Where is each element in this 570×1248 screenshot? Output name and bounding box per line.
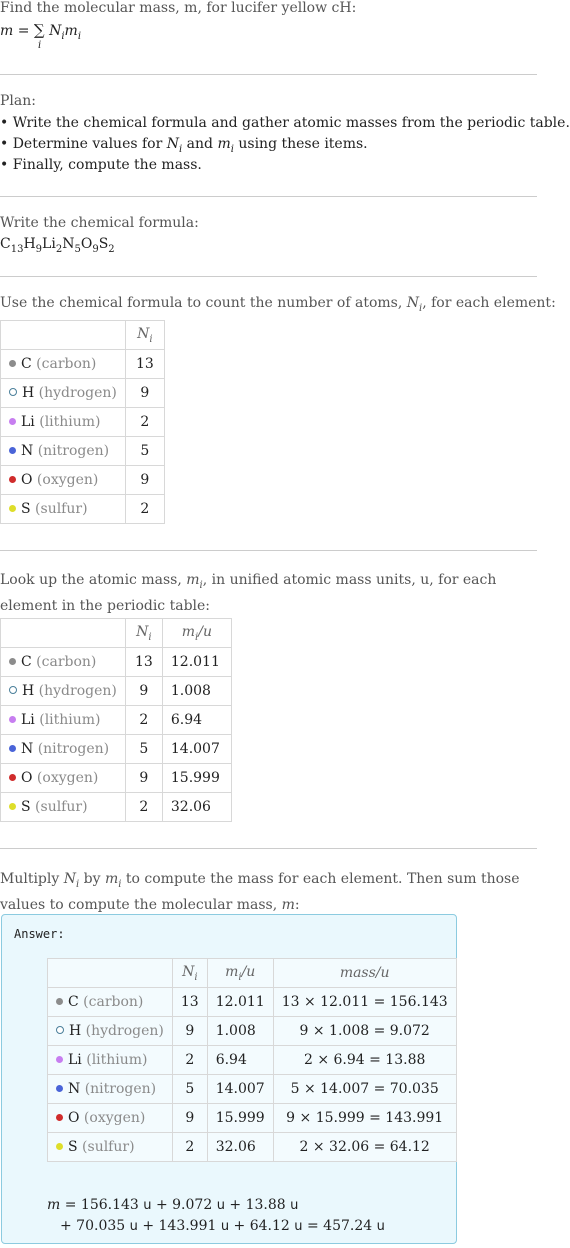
atom-count-cell: 2 [172,1046,207,1075]
table-row [1,466,165,495]
atom-count-cell: 13 [125,350,164,379]
divider [0,276,537,277]
table-row [1,350,165,379]
result-line-1: m = 156.143 u + 9.072 u + 13.88 u [47,1197,299,1213]
element-symbol: C [21,356,32,372]
element-name: (sulfur) [77,1139,135,1155]
element-cell [48,1017,173,1046]
element-cell [1,793,126,822]
formula-element: H [23,236,36,252]
formula-element: C [0,236,11,252]
formula-count: 2 [108,243,115,255]
atomic-mass-cell: 15.999 [207,1104,273,1133]
formula-element: S [98,236,109,252]
element-color-dot-icon [9,447,16,454]
element-name: (lithium) [34,712,101,728]
table-row [48,988,457,1017]
plan-item-1: • Write the chemical formula and gather atomic masses from the periodic table. [0,115,570,131]
element-color-dot-icon [9,716,16,723]
element-symbol: C [68,994,79,1010]
mass-cell: 9 × 1.008 = 9.072 [273,1017,456,1046]
atom-count-cell: 9 [125,677,162,706]
atom-count-cell: 5 [172,1075,207,1104]
element-name: (hydrogen) [34,683,117,699]
element-symbol: H [22,385,35,401]
divider [0,848,537,849]
formula-count: 9 [35,243,43,255]
atom-count-cell: 9 [125,764,162,793]
element-name: (oxygen) [32,472,99,488]
atom-count-cell: 9 [125,379,164,408]
atom-count-cell: 9 [172,1104,207,1133]
element-name: (nitrogen) [33,443,110,459]
table-row [1,706,232,735]
atomic-mass-cell: 14.007 [207,1075,273,1104]
element-symbol: H [69,1023,82,1039]
element-name: (lithium) [34,414,101,430]
atomic-mass-cell: 32.06 [162,793,231,822]
table-row [1,735,232,764]
table-row [1,495,165,524]
count-title: Use the chemical formula to count the number of atoms, $N_i$, for each element: [0,295,556,314]
element-color-dot-icon [56,1056,63,1063]
element-cell [48,988,173,1017]
plan-item-2: • Determine values for $N_i$ and $m_i$ using these items. [0,136,368,155]
table-row [48,1017,457,1046]
atomic-mass-cell: 12.011 [207,988,273,1017]
element-symbol: O [68,1110,80,1126]
element-cell [48,1075,173,1104]
lookup-table: $N_i$ $m_i/u$ C (carbon) 13 12.011 H (hydrogen) 9 1.008 Li (lithium) 2 6.94 N (nitrogen) 5 14.007 O (oxygen) 9 15.999 S (sulfur) 2 32.06 [0,618,232,822]
atom-count-cell: 2 [172,1133,207,1162]
element-color-dot-icon [9,774,16,781]
element-symbol: Li [21,712,35,728]
table-row [1,648,232,677]
formula-count: 5 [74,243,81,255]
element-color-dot-icon [56,1026,64,1034]
element-color-dot-icon [9,476,16,483]
table-row [1,379,165,408]
table-row [48,1046,457,1075]
table-row [1,437,165,466]
element-color-dot-icon [56,1114,63,1121]
element-cell [1,408,126,437]
plan-title: Plan: [0,93,36,109]
divider [0,550,537,551]
mass-cell: 2 × 32.06 = 64.12 [273,1133,456,1162]
element-symbol: O [21,770,33,786]
element-color-dot-icon [9,803,16,810]
table-row [1,793,232,822]
element-symbol: Li [68,1052,82,1068]
element-name: (oxygen) [79,1110,146,1126]
element-cell [1,648,126,677]
atom-count-cell: 2 [125,793,162,822]
chemical-formula [0,234,115,260]
plan-item-3: • Finally, compute the mass. [0,157,202,173]
atomic-mass-cell: 12.011 [162,648,231,677]
element-color-dot-icon [9,686,17,694]
element-cell [1,466,126,495]
answer-table: $N_i$ $m_i/u$ mass/u C (carbon) 13 12.011 13 × 12.011 = 156.143 H (hydrogen) 9 1.008 9 × 1.008 = 9.072 Li (lithium) 2 6.94 2 × 6.94 = 13.88 N (nitrogen) 5 14.007 5 × 14.007 = 70.035 O (oxygen) 9 15.999 9 × 15.999 = 143.991 S (sulfur) 2 32.06 2 × 32.06 = 64.12 [47,958,457,1162]
atomic-mass-cell: 14.007 [162,735,231,764]
atomic-mass-cell: 32.06 [207,1133,273,1162]
atom-count-cell: 9 [125,466,164,495]
element-name: (nitrogen) [80,1081,157,1097]
intro-formula: m = ∑ $N_im_i$ [0,21,82,42]
formula-element: N [62,236,75,252]
formula-title: Write the chemical formula: [0,215,199,231]
element-cell [48,1133,173,1162]
table-row [1,408,165,437]
table-row [1,677,232,706]
table-row [48,1104,457,1133]
element-color-dot-icon [56,998,63,1005]
formula-element: O [80,236,93,252]
element-name: (hydrogen) [34,385,117,401]
formula-count: 13 [10,243,24,255]
element-cell [1,379,126,408]
element-symbol: O [21,472,33,488]
sum-index: i [38,40,42,51]
result-line-2: + 70.035 u + 143.991 u + 64.12 u = 457.24 u [60,1218,385,1234]
element-name: (sulfur) [30,501,88,517]
mass-cell: 2 × 6.94 = 13.88 [273,1046,456,1075]
element-symbol: S [68,1139,78,1155]
element-symbol: Li [21,414,35,430]
lookup-title: Look up the atomic mass, $m_i$, in unified atomic mass units, u, for each element in the periodic table: [0,572,497,614]
formula-element: Li [42,236,56,252]
element-cell [1,350,126,379]
element-color-dot-icon [9,745,16,752]
answer-box [1,914,457,1244]
element-cell [1,706,126,735]
element-symbol: N [21,741,34,757]
element-color-dot-icon [56,1143,63,1150]
element-color-dot-icon [9,360,16,367]
element-cell [1,437,126,466]
intro-text: Find the molecular mass, m, for lucifer yellow cH: [0,0,357,16]
mass-cell: 9 × 15.999 = 143.991 [273,1104,456,1133]
element-name: (carbon) [31,356,97,372]
atom-count-cell: 13 [172,988,207,1017]
element-cell [48,1104,173,1133]
element-name: (sulfur) [30,799,88,815]
element-symbol: N [21,443,34,459]
count-table: $N_i$ C (carbon) 13 H (hydrogen) 9 Li (lithium) 2 N (nitrogen) 5 O (oxygen) 9 S (sulfur) 2 [0,320,165,524]
atom-count-cell: 2 [125,495,164,524]
element-name: (carbon) [78,994,144,1010]
element-symbol: S [21,799,31,815]
element-symbol: N [68,1081,81,1097]
mass-cell: 5 × 14.007 = 70.035 [273,1075,456,1104]
divider [0,74,537,75]
formula-count: 2 [55,243,63,255]
element-cell [1,735,126,764]
formula-count: 9 [92,243,99,255]
element-name: (lithium) [81,1052,148,1068]
atom-count-cell: 2 [125,706,162,735]
answer-label: Answer: [14,927,65,941]
table-row [48,1075,457,1104]
element-cell [1,677,126,706]
element-symbol: H [22,683,35,699]
atom-count-cell: 2 [125,408,164,437]
atom-count-cell: 9 [172,1017,207,1046]
element-cell [1,764,126,793]
atom-count-cell: 13 [125,648,162,677]
atom-count-cell: 5 [125,735,162,764]
element-color-dot-icon [9,658,16,665]
divider [0,196,537,197]
element-cell [48,1046,173,1075]
atomic-mass-cell: 6.94 [207,1046,273,1075]
element-name: (nitrogen) [33,741,110,757]
table-row [48,1133,457,1162]
multiply-title: Multiply $N_i$ by $m_i$ to compute the mass for each element. Then sum those values to compute the molecular mass, m: [0,871,520,913]
element-color-dot-icon [56,1085,63,1092]
atomic-mass-cell: 15.999 [162,764,231,793]
element-name: (oxygen) [32,770,99,786]
element-color-dot-icon [9,505,16,512]
element-name: (hydrogen) [81,1023,164,1039]
element-cell [1,495,126,524]
element-symbol: C [21,654,32,670]
element-symbol: S [21,501,31,517]
atom-count-cell: 5 [125,437,164,466]
atomic-mass-cell: 1.008 [207,1017,273,1046]
element-name: (carbon) [31,654,97,670]
table-row [1,764,232,793]
atomic-mass-cell: 6.94 [162,706,231,735]
atomic-mass-cell: 1.008 [162,677,231,706]
element-color-dot-icon [9,418,16,425]
mass-cell: 13 × 12.011 = 156.143 [273,988,456,1017]
element-color-dot-icon [9,388,17,396]
